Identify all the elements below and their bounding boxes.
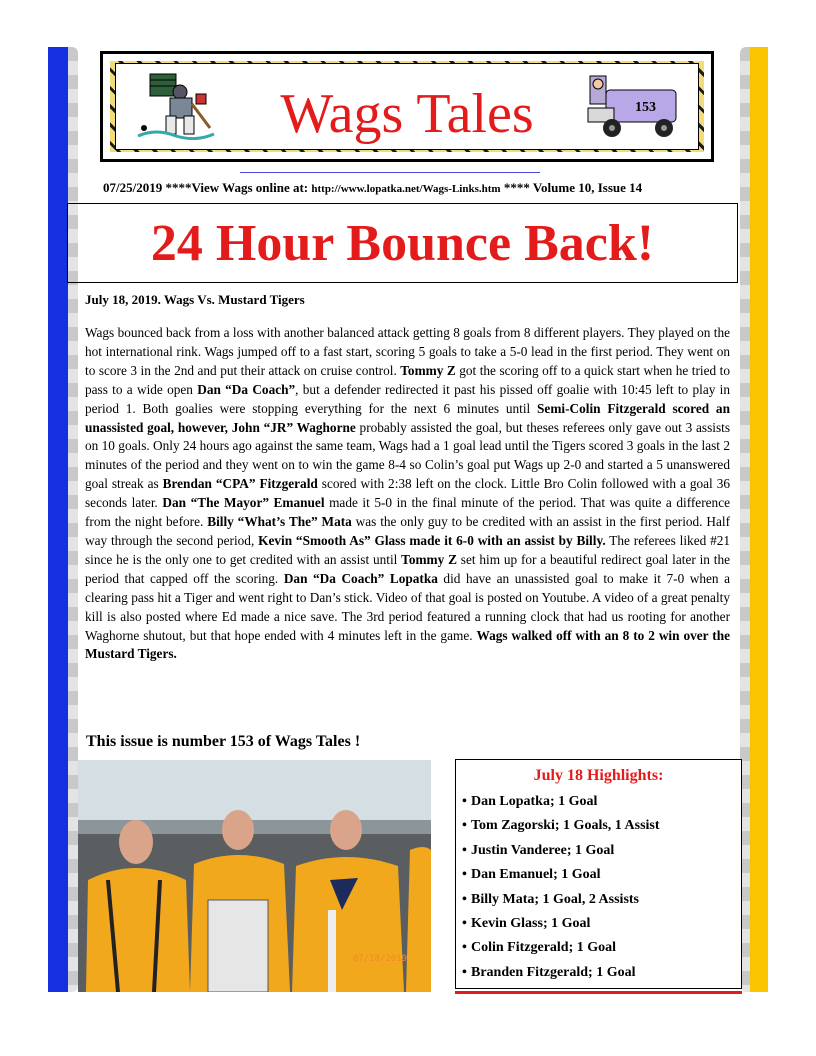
bullet-icon: •: [462, 915, 467, 931]
highlights-underline: [455, 991, 742, 994]
list-item: • Dan Lopatka; 1 Goal: [462, 790, 660, 814]
headline-box: [67, 203, 738, 283]
bullet-icon: •: [462, 891, 467, 907]
dateline-prefix: 07/25/2019 ****View Wags online at:: [103, 180, 312, 195]
list-item: • Branden Fitzgerald; 1 Goal: [462, 961, 660, 985]
bullet-icon: •: [462, 867, 467, 883]
game-article: [85, 324, 730, 664]
newsletter-title: Wags Tales: [280, 83, 534, 145]
bullet-icon: •: [462, 818, 467, 834]
left-border-bar: [48, 47, 70, 992]
dateline: [103, 180, 642, 196]
bullet-icon: •: [462, 842, 467, 858]
highlights-list: [462, 790, 660, 985]
dateline-volume: **** Volume 10, Issue 14: [500, 180, 643, 195]
bullet-icon: •: [462, 964, 467, 980]
article-paragraph: Wags bounced back from a loss with another balanced attack getting 8 goals from 8 different players. They played on the hot international rink. Wags jumped off to a fast start, scoring 5 goals to take a 5-0 lead in the first period. They went on to score 3 in the 2nd and put their attack on cruise control. Tommy Z got the scoring off to a quick start when he tried to pass to a wide open Dan “Da Coach”, but a defender redirected it past his pissed off goalie with 10:45 left to play in period 1. Both goalies were stopping everything for the next 6 minutes until Semi-Colin Fitzgerald scored an unassisted goal, however, John “JR” Waghorne probably assisted the goal, but theses referees only gave out 3 assists on 10 goals. Only 24 hours ago against the same team, Wags had a 1 goal lead until the Tigers scored 3 goals in the last 2 minutes of the period and they went on to win the game 8-4 so Colin’s goal put Wags up 2-0 and started a 5 unanswered goal streak as Brendan “CPA” Fitzgerald scored with 2:38 left on the clock. Little Bro Colin followed with a goal 36 seconds later. Dan “The Mayor” Emanuel made it 5-0 in the final minute of the period. That was quite a difference from the night before. Billy “What’s The” Mata was the only guy to be credited with an assist in the first period. Half way through the second period, Kevin “Smooth As” Glass made it 6-0 with an assist by Billy. The referees liked #21 since he is the only one to get credited with an assist until Tommy Z set him up for a beautiful redirect goal later in the period that capped off the scoring. Dan “Da Coach” Lopatka did have an unassisted goal to make it 7-0 when a clearing pass hit a Tiger and went right to Dan’s stick. Video of that goal is posted on Youtube. A video of a great penalty kill is also posted where Ed made a nice save. The 3rd period featured a running clock that had us rooting for another Waghorne shutout, but that hope ended with 4 minutes left in the game. Wags walked off with an 8 to 2 win over the Mustard Tigers.: [85, 325, 731, 662]
right-border-bar: [748, 47, 768, 992]
list-item: • Justin Vanderee; 1 Goal: [462, 839, 660, 863]
issue-number-note: This issue is number 153 of Wags Tales !: [86, 733, 361, 750]
highlights-title: July 18 Highlights:: [533, 767, 664, 784]
game-subhead: July 18, 2019. Wags Vs. Mustard Tigers: [85, 292, 305, 307]
highlights-box: [455, 759, 742, 989]
issue-number-badge: 153: [635, 100, 656, 115]
list-item: • Dan Emanuel; 1 Goal: [462, 863, 660, 887]
masthead-underline: [240, 172, 540, 173]
headline: 24 Hour Bounce Back!: [150, 215, 655, 272]
masthead: [100, 51, 714, 162]
wags-links-url[interactable]: http://www.lopatka.net/Wags-Links.htm: [311, 183, 501, 195]
zamboni-icon: [584, 72, 684, 142]
list-item: • Kevin Glass; 1 Goal: [462, 912, 660, 936]
photo-date-stamp: 07/18/2019: [352, 954, 407, 964]
team-photo: [78, 760, 431, 992]
list-item: • Colin Fitzgerald; 1 Goal: [462, 936, 660, 960]
list-item: • Tom Zagorski; 1 Goals, 1 Assist: [462, 814, 660, 838]
left-border-wave: [68, 47, 78, 992]
bullet-icon: •: [462, 940, 467, 956]
bullet-icon: •: [462, 794, 467, 809]
masthead-panel: [115, 63, 699, 150]
list-item: • Billy Mata; 1 Goal, 2 Assists: [462, 888, 660, 912]
